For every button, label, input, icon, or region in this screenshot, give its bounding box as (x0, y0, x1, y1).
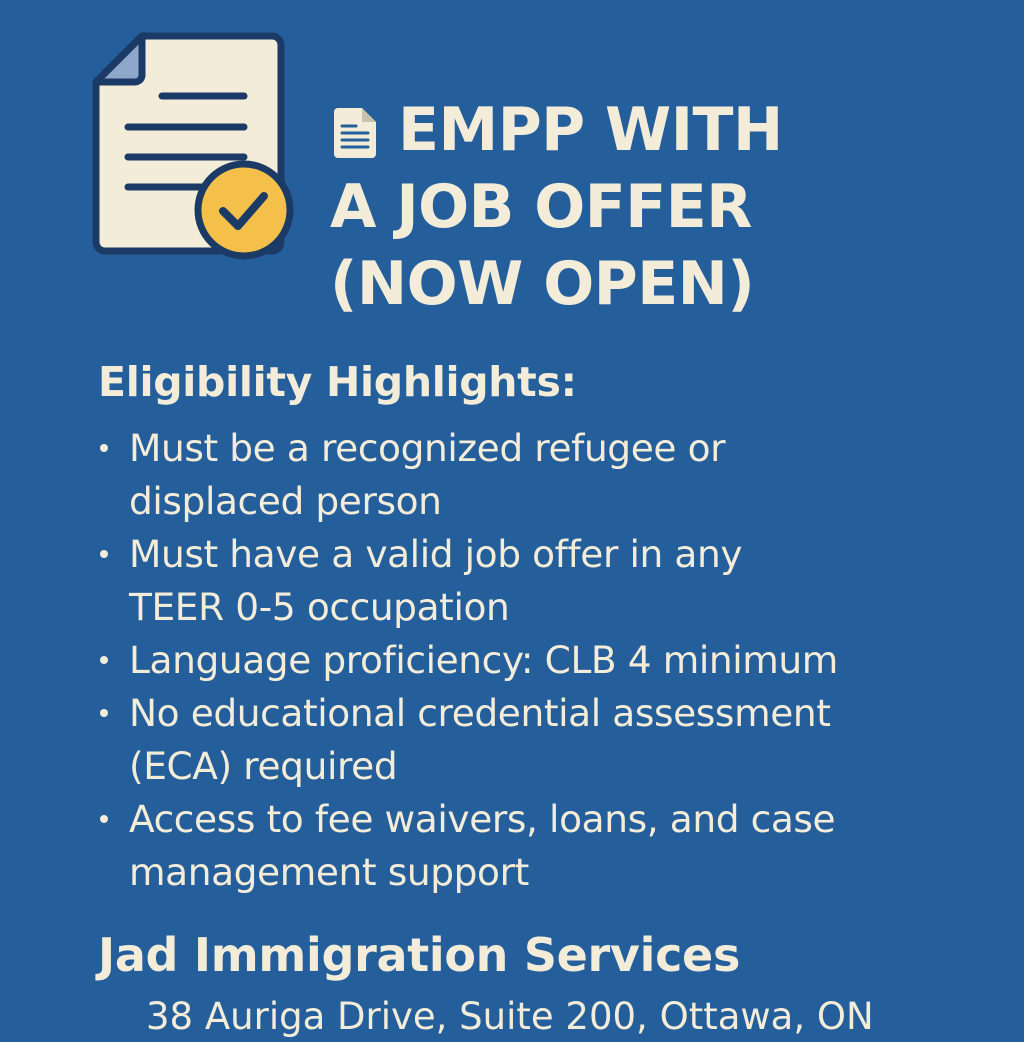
bullet-icon (100, 550, 108, 558)
list-item-text: Must have a valid job offer in any TEER 0-5 occupation (129, 532, 743, 629)
eligibility-heading: Eligibility Highlights: (98, 358, 577, 406)
company-address: 38 Auriga Drive, Suite 200, Ottawa, ON (146, 995, 874, 1038)
list-item-text: No educational credential assessment (ECA) required (129, 691, 831, 788)
bullet-icon (100, 656, 108, 664)
list-item (98, 422, 1008, 528)
list-item-text: Language proficiency: CLB 4 minimum (129, 638, 838, 682)
document-checkmark-icon (92, 30, 298, 262)
list-item-text: Access to fee waivers, loans, and case management support (129, 797, 836, 894)
title-line-2: A JOB OFFER (330, 172, 752, 242)
list-item (98, 528, 1008, 634)
company-name: Jad Immigration Services (98, 928, 741, 982)
bullet-icon (100, 815, 108, 823)
title-line-3: (NOW OPEN) (330, 249, 755, 319)
bullet-icon (100, 444, 108, 452)
bullet-icon (100, 709, 108, 717)
eligibility-list (98, 422, 1008, 899)
document-icon (330, 106, 380, 160)
title-line-1 (330, 92, 930, 169)
list-item (98, 793, 1008, 899)
list-item (98, 634, 1008, 687)
check-badge (198, 164, 290, 256)
list-item (98, 687, 1008, 793)
document-corner-fold (96, 36, 142, 82)
page-title (330, 92, 930, 323)
title-text-1: EMPP WITH (398, 95, 783, 165)
list-item-text: Must be a recognized refugee or displaced person (129, 426, 726, 523)
